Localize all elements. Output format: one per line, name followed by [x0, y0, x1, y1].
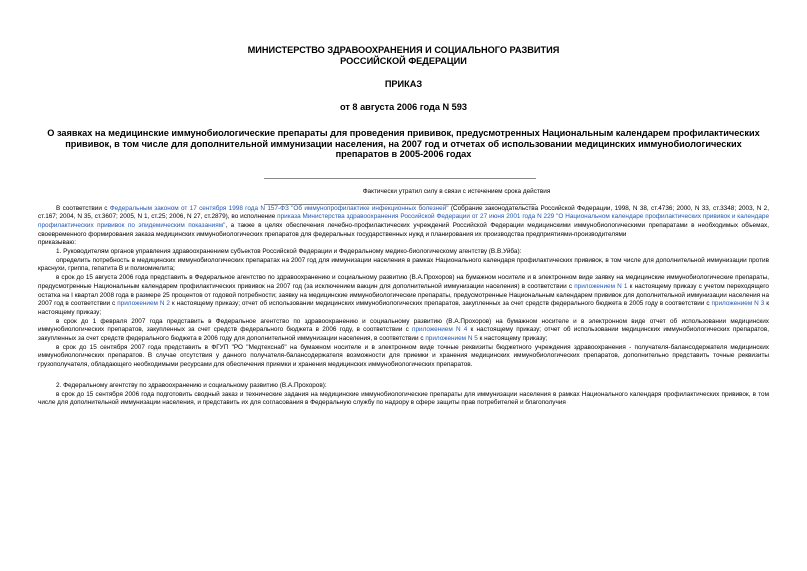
document-date: от 8 августа 2006 года N 593	[339, 101, 468, 112]
p2-text-4: к настоящему приказу;	[38, 300, 770, 316]
federal-law-link[interactable]: Федеральным законом от 17 сентября 1998 года N 157-ФЗ "Об иммунопрофилактике инфекционных болезней"	[109, 204, 449, 212]
p2-text-1: в срок до 15 августа 2006 года представить в Федеральное агентство по здравоохранению и социальному развитию (В.А.Прохоров) на бумажном носителе и в электронном виде заявку на медицинские иммунобиологические препараты, предусмотренные Национальным календарем профилактических прививок на 2007 год (за исключением вакцин для дополнительной иммунизации населения) в соответствии с	[38, 274, 769, 290]
item-2-heading: 2. Федеральному агентству по здравоохранению и социальному развитию (В.А.Прохоров):	[56, 381, 327, 389]
p2-text-2: к настоящему приказу с учетом переходящего остатка на I квартал 2008 года в размере 25 процентов от годовой потребности; заявку на медицинские иммунобиологические препараты, предусмотренные Национальным календарем прививок для дополнительной иммунизации населения на 2007 год в соответствии с	[38, 282, 769, 308]
item-1-heading: 1. Руководителям органов управления здравоохранением субъектов Российской Федерации и Федеральному медико-биологическому агентству (В.В.Уйба):	[56, 248, 522, 256]
appendix-3-link[interactable]: приложением N 3	[711, 300, 765, 308]
divider-top	[264, 178, 536, 179]
document-type: ПРИКАЗ	[384, 79, 423, 89]
p3-text-2: к настоящему приказу; отчет об использовании медицинских иммунобиологических препаратов, закупленных за счет средств федерального бюджета в 2006 году для дополнительной иммунизации населения, в соответствии с	[38, 326, 770, 343]
p3-text-3: к настоящему приказу;	[477, 335, 548, 343]
intro-text-2: (Собрание законодательства Российской Федерации, 1998, N 38, ст.4736; 2000, N 33, ст.3348; 2003, N 2, ст.167; 2004, N 35, ст.3607; 2005, N 1, ст.25; 2006, N 27, ст.2879), во исполнение	[38, 204, 770, 221]
ministry-line-2: РОССИЙСКОЙ ФЕДЕРАЦИИ	[340, 55, 467, 66]
intro-text-3: , а также в целях обеспечения лечебно-профилактических учреждений Российской Федерации медицинскими иммунобиологическими препаратами в необходимых объемах, своевременного формирования заказа медицинских иммунобиологических препаратов для федеральных государственных нужд и планирования их производства предприятиями-производителями	[38, 221, 769, 238]
p3-text-1: в срок до 1 февраля 2007 года представить в Федеральное агентство по здравоохранению и социальному развитию (В.А.Прохоров) на бумажном носителе и в электронном виде отчет об использовании медицинских иммунобиологических препаратов, закупленных за счет средств федерального бюджета в 2006 году, в соответствии с	[38, 317, 769, 334]
intro-text-1: В соответствии с	[56, 204, 110, 212]
appendix-1-link[interactable]: приложением N 1	[574, 282, 628, 290]
ministry-order-link[interactable]: приказа Министерства здравоохранения Российской Федерации от 27 июня 2001 года N 229 "О Национальном календаре профилактических прививок и календаре профилактических прививок по эпидемическим показаниям"	[38, 213, 769, 229]
item-1-paragraph-3	[38, 318, 769, 344]
appendix-5-link[interactable]: приложением N 5	[425, 335, 478, 343]
item-1-paragraph-2	[38, 274, 769, 318]
item-1-paragraph-4: в срок до 15 сентября 2007 года представить в ФГУП "РО "Медтехснаб" на бумажном носителе и в электронном виде точные реквизиты бюджетного учреждения здравоохранения - получателя-балансодержателя медицинских иммунобиологических препаратов. В случае отсутствия у данного получателя-балансодержателя возможности для приемки и хранения медицинских иммунобиологических препаратов, дополнительно представить точные реквизиты грузополучателя, обладающего необходимыми ресурсами для обеспечения приемки и хранения медицинских иммунобиологических препаратов.	[38, 343, 769, 369]
intro-paragraph	[38, 205, 769, 240]
item-2-paragraph-1: в срок до 15 сентября 2006 года подготовить сводный заказ и технические задания на медицинские иммунобиологические препараты для иммунизации населения в рамках Национального календаря профилактических прививок, в том числе для дополнительной иммунизации населения, и представить их для согласования в Федеральную службу по надзору в сфере защиты прав потребителей и благополучия	[38, 390, 769, 407]
p2-text-3: к настоящему приказу; отчет об использовании медицинских иммунобиологических препаратов, закупленных за счет средств федерального бюджета в 2005 году в соответствии с	[169, 300, 712, 308]
ministry-heading	[38, 0, 769, 66]
appendix-4-link[interactable]: приложением N 4	[412, 326, 468, 334]
ministry-line-1: МИНИСТЕРСТВО ЗДРАВООХРАНЕНИЯ И СОЦИАЛЬНОГО РАЗВИТИЯ	[247, 45, 560, 55]
document-title: О заявках на медицинские иммунобиологические препараты для проведения прививок, предусмотренных Национальным календарем профилактических прививок, в том числе для дополнительной иммунизации населения, на 2007 год и отчетах об использовании медицинских иммунобиологических препаратов в 2005-2006 годах	[47, 128, 760, 159]
order-word: приказываю:	[38, 239, 76, 247]
item-1-paragraph-1: определить потребность в медицинских иммунобиологических препаратах на 2007 год для иммунизации населения в рамках Национального календаря профилактических прививок, в том числе для дополнительной иммунизации против краснухи, гриппа, гепатита В и полиомиелита;	[38, 256, 769, 273]
document-body	[38, 205, 769, 408]
status-note: Фактически утратил силу в связи с истечением срока действия	[362, 187, 551, 195]
appendix-2-link[interactable]: приложением N 2	[117, 300, 170, 308]
